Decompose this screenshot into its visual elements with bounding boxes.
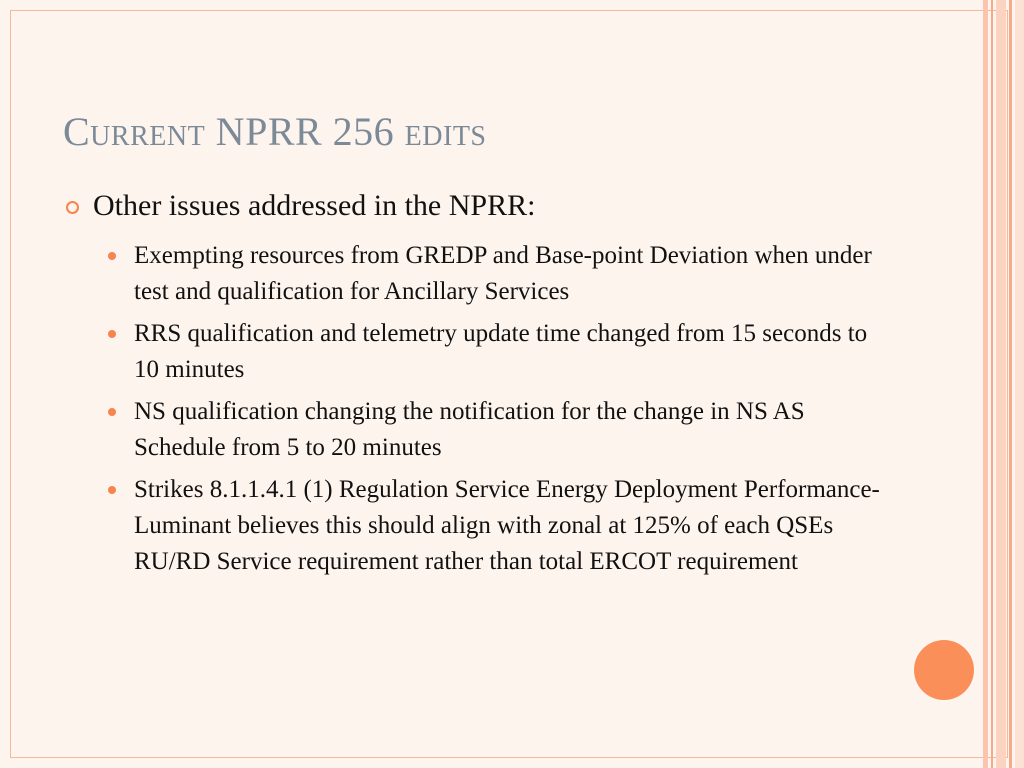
sub-bullet (108, 472, 886, 580)
decorative-stripe (991, 0, 993, 768)
sub-bullet-text: NS qualification changing the notification for the change in NS AS Schedule from 5 to 20 minutes (134, 398, 805, 461)
slide-content (66, 186, 886, 596)
dot-bullet-icon (108, 330, 116, 338)
main-bullet-text: Other issues addressed in the NPRR: (93, 189, 536, 222)
sub-bullet (108, 238, 886, 310)
decorative-circle (914, 640, 974, 700)
decorative-stripe (1009, 0, 1012, 768)
decorative-stripe (983, 0, 988, 768)
main-bullet (66, 186, 886, 226)
sub-bullet (108, 394, 886, 466)
sub-bullet-text: Exempting resources from GREDP and Base-point Deviation when under test and qualification for Ancillary Services (134, 242, 872, 305)
ring-bullet-icon (66, 201, 79, 214)
sub-bullet (108, 316, 886, 388)
sub-bullet-text: RRS qualification and telemetry update time changed from 15 seconds to 10 minutes (134, 320, 868, 383)
dot-bullet-icon (108, 252, 116, 260)
dot-bullet-icon (108, 408, 116, 416)
decorative-stripe (996, 0, 1006, 768)
dot-bullet-icon (108, 486, 116, 494)
decorative-stripe (1015, 0, 1024, 768)
slide-title: Current NPRR 256 edits (63, 109, 487, 154)
sub-bullet-list (108, 238, 886, 580)
sub-bullet-text: Strikes 8.1.1.4.1 (1) Regulation Service Energy Deployment Performance- Luminant believes this should align with zonal at 125% of each QSEs RU/RD Service requirement rather than total ERCOT requirement (134, 476, 880, 575)
